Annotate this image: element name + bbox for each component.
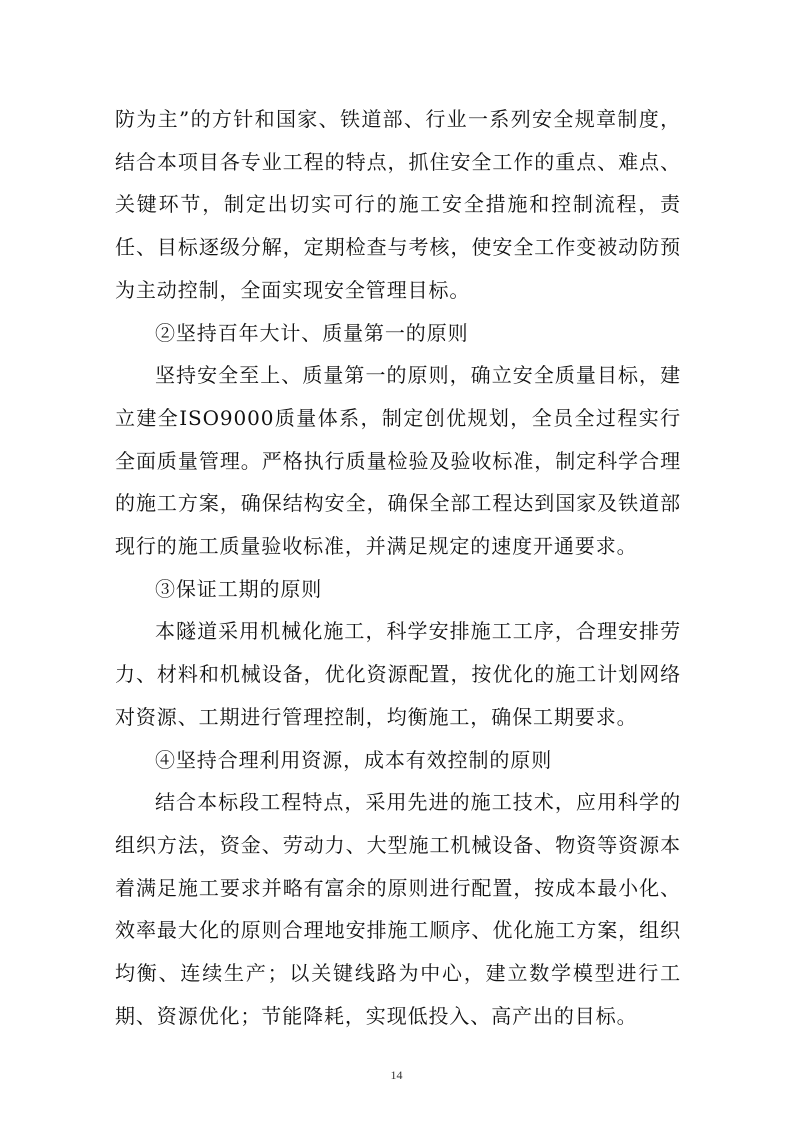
page-body	[115, 98, 681, 1037]
heading-resource-principle: ④坚持合理利用资源，成本有效控制的原则	[155, 747, 553, 772]
paragraph-quality-principle: 坚持安全至上、质量第一的原则，确立安全质量目标，建立建全ISO9000质量体系，制定创优规划，全员全过程实行全面质量管理。严格执行质量检验及验收标准，制定科学合理的施工方案，确保结构安全，确保全部工程达到国家及铁道部现行的施工质量验收标准，并满足规定的速度开通要求。	[115, 363, 681, 559]
heading-schedule-principle: ③保证工期的原则	[155, 576, 323, 601]
paragraph-safety-policy: 防为主”的方针和国家、铁道部、行业一系列安全规章制度，结合本项目各专业工程的特点，抓住安全工作的重点、难点、关键环节，制定出切实可行的施工安全措施和控制流程，责任、目标逐级分解，定期检查与考核，使安全工作变被动防预为主动控制，全面实现安全管理目标。	[115, 107, 681, 302]
paragraph-resource-principle: 结合本标段工程特点，采用先进的施工技术，应用科学的组织方法，资金、劳动力、大型施工机械设备、物资等资源本着满足施工要求并略有富余的原则进行配置，按成本最小化、效率最大化的原则合理地安排施工顺序、优化施工方案，组织均衡、连续生产；以关键线路为中心，建立数学模型进行工期、资源优化；节能降耗，实现低投入、高产出的目标。	[115, 790, 681, 1028]
heading-quality-principle: ②坚持百年大计、质量第一的原则	[155, 320, 469, 345]
paragraph-schedule-principle: 本隧道采用机械化施工，科学安排施工工序，合理安排劳力、材料和机械设备，优化资源配置，按优化的施工计划网络对资源、工期进行管理控制，均衡施工，确保工期要求。	[115, 619, 681, 729]
page-number: 14	[390, 1068, 403, 1082]
